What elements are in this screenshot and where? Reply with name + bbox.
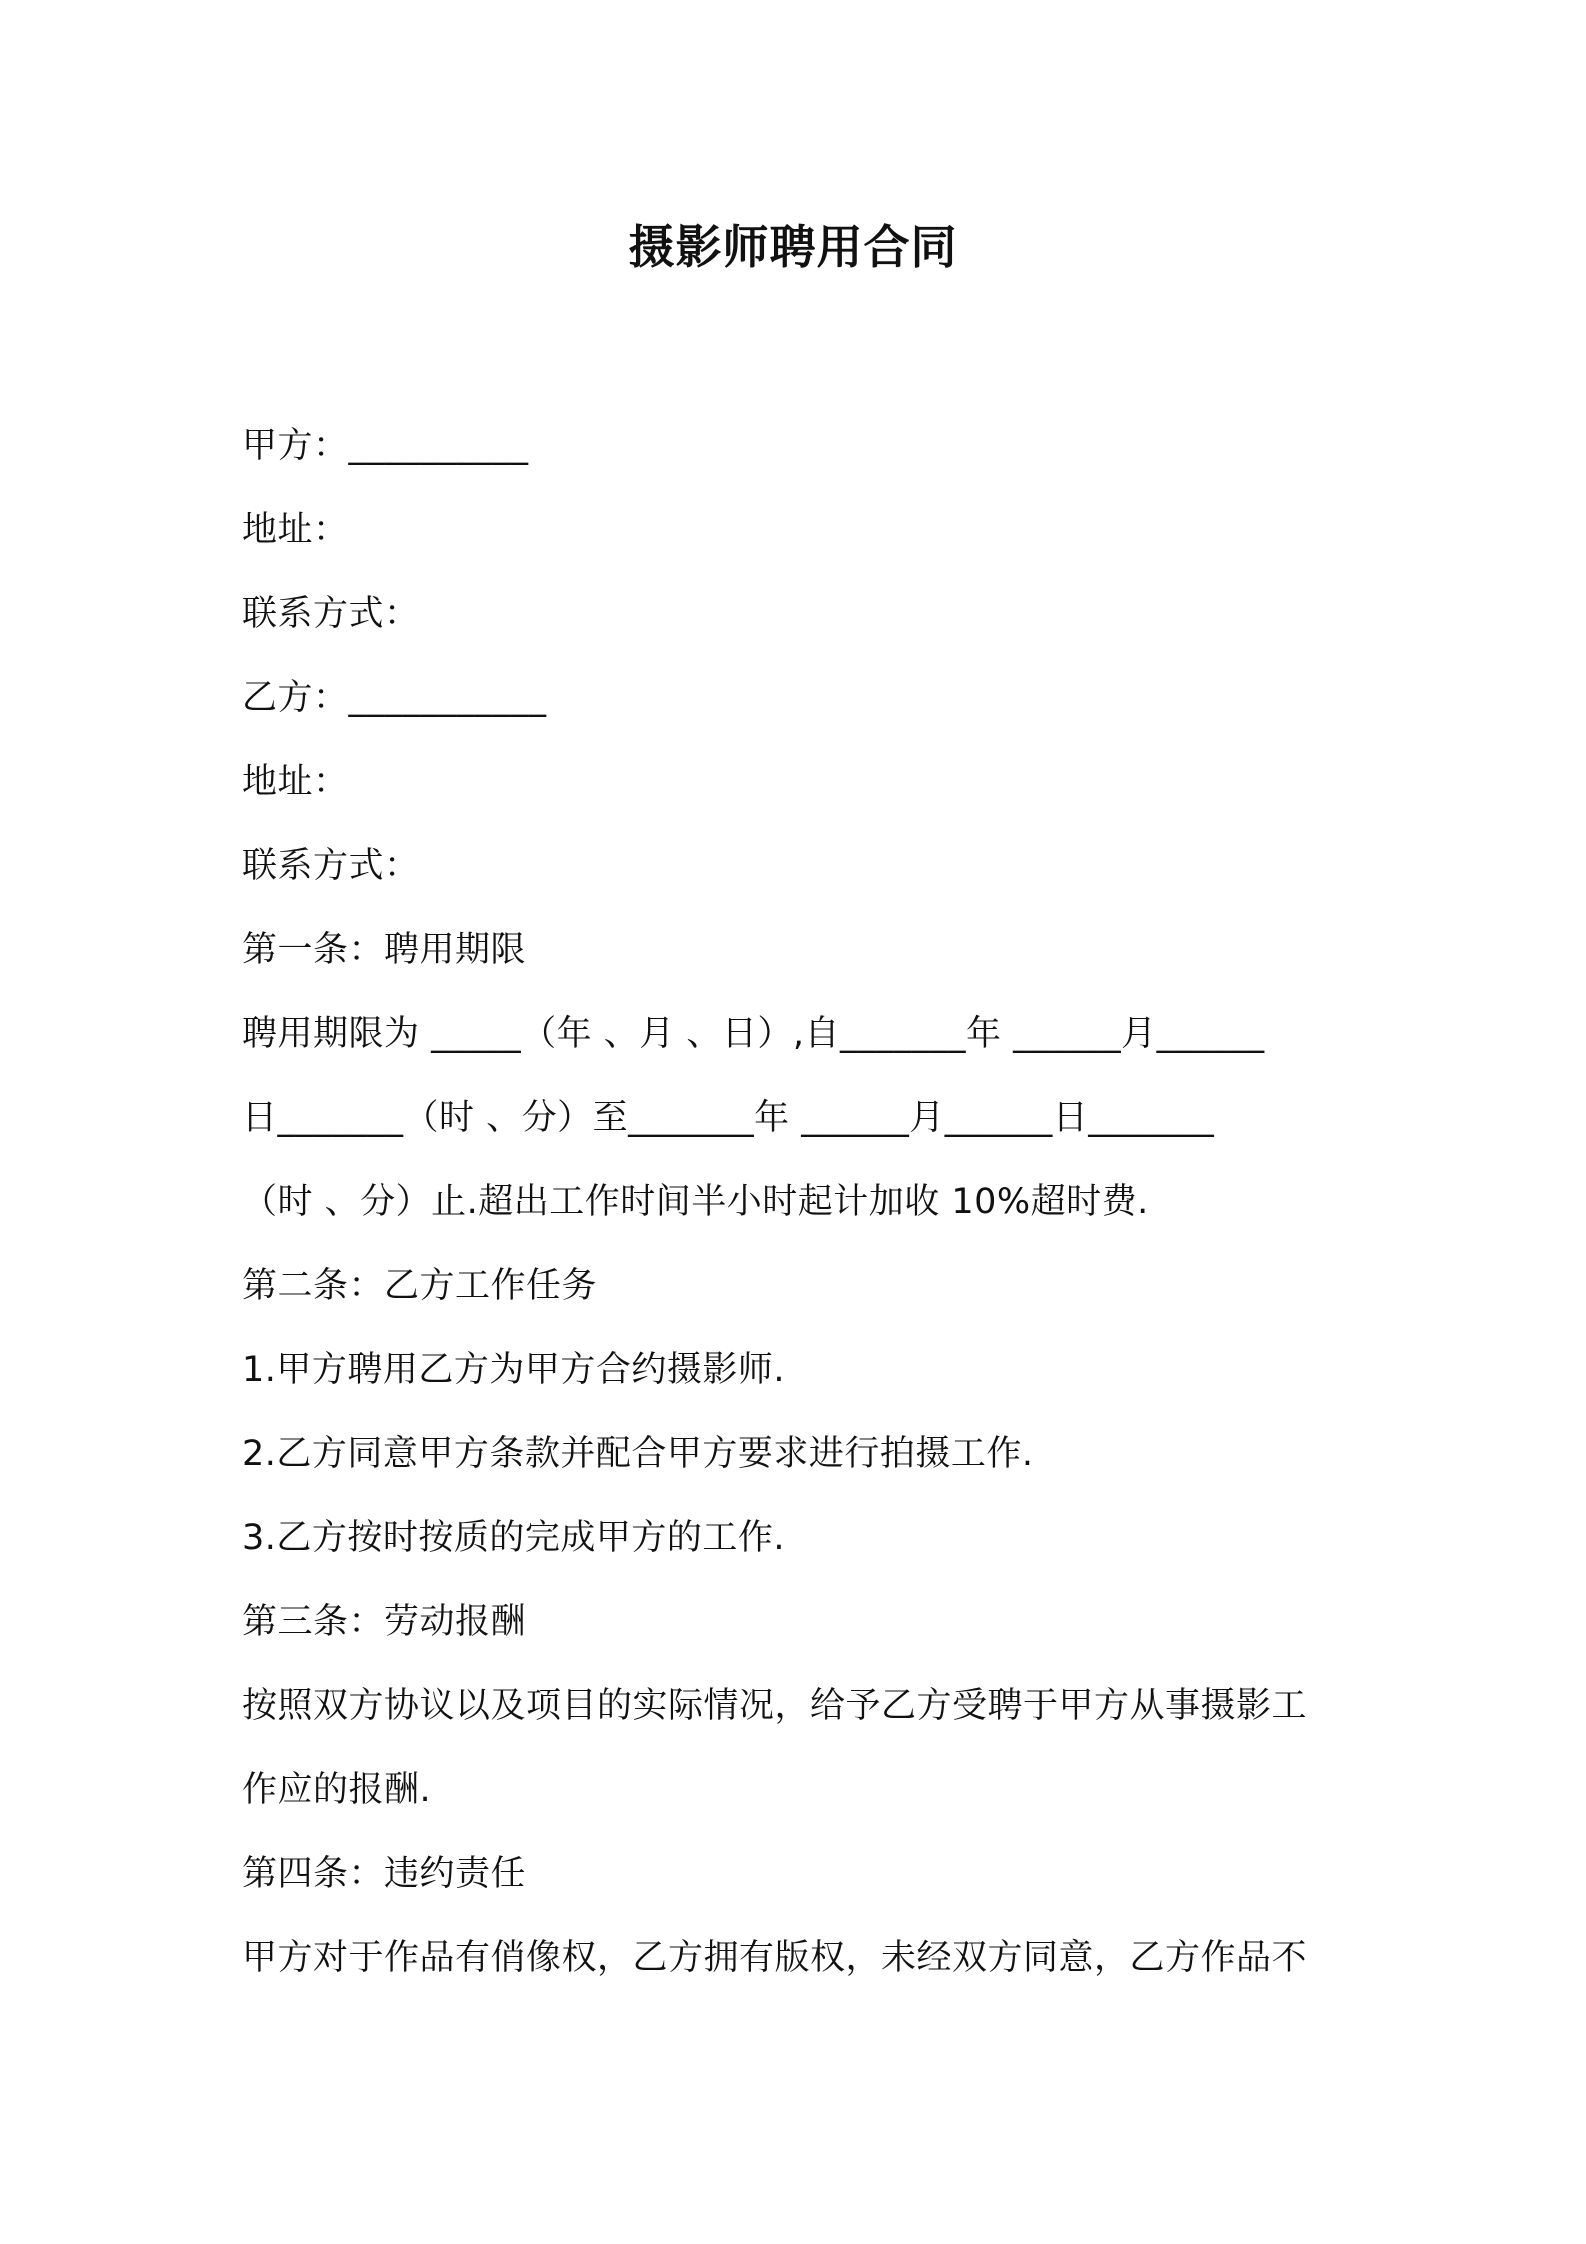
article-1-text: 聘用期限为 _____（年 、月 、日）,自_______年 ______月______ <box>242 1014 1265 1054</box>
document-title: 摄影师聘用合同 <box>628 220 958 274</box>
article-4-text: 甲方对于作品有俏像权，乙方拥有版权，未经双方同意，乙方作品不 <box>242 1938 1308 1978</box>
article-2-item: 3.乙方按时按质的完成甲方的工作. <box>242 1518 786 1558</box>
article-1-heading: 第一条：聘用期限 <box>242 930 527 970</box>
party-a-contact-line: 联系方式： <box>242 594 420 634</box>
party-b-address-line: 地址： <box>242 762 349 802</box>
party-b-line: 乙方：___________ <box>242 678 547 718</box>
article-2-heading: 第二条：乙方工作任务 <box>242 1266 598 1306</box>
party-a-address-line: 地址： <box>242 510 349 550</box>
article-2-item: 1.甲方聘用乙方为甲方合约摄影师. <box>242 1350 786 1390</box>
article-3-heading: 第三条：劳动报酬 <box>242 1602 527 1642</box>
article-4-heading: 第四条：违约责任 <box>242 1854 527 1894</box>
article-3-text: 按照双方协议以及项目的实际情况，给予乙方受聘于甲方从事摄影工 <box>242 1686 1308 1726</box>
article-1-text: 日_______（时 、分）至_______年 ______月______日_______ <box>242 1098 1215 1138</box>
party-b-contact-line: 联系方式： <box>242 846 420 886</box>
article-2-item: 2.乙方同意甲方条款并配合甲方要求进行拍摄工作. <box>242 1434 1034 1474</box>
article-3-text: 作应的报酬. <box>242 1770 432 1810</box>
document-body <box>242 404 1360 2000</box>
party-a-line: 甲方：__________ <box>242 426 529 466</box>
article-1-text: （时 、分）止.超出工作时间半小时起计加收 10%超时费. <box>242 1182 1149 1222</box>
